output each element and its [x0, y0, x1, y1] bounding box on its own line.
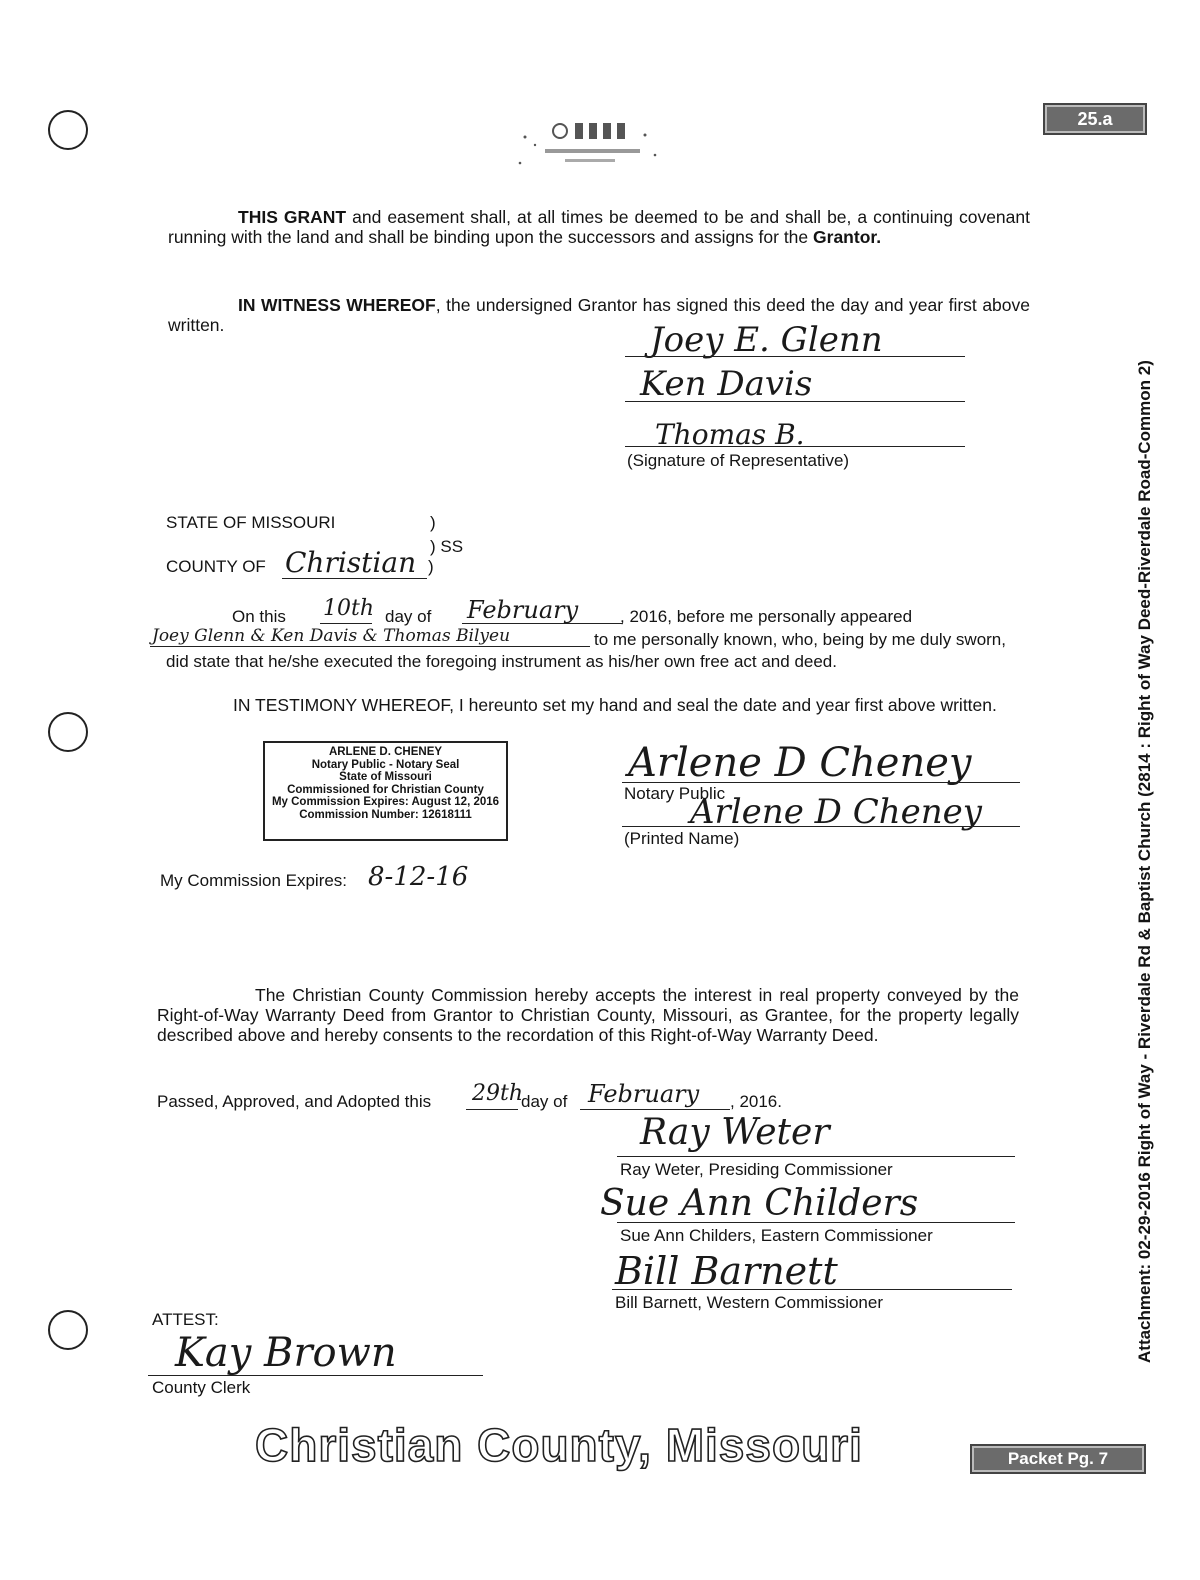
- notary-public-label: Notary Public: [624, 784, 726, 803]
- seal-name: ARLENE D. CHENEY: [328, 746, 443, 758]
- ack-day-handwritten: 10th: [323, 596, 375, 621]
- commissioner-1-signature: Ray Weter: [640, 1112, 830, 1153]
- packet-page-badge: Packet Pg. 7: [970, 1444, 1146, 1474]
- commissioner-3-line: [612, 1289, 1012, 1290]
- commissioner-3-label: Bill Barnett, Western Commissioner: [615, 1293, 883, 1312]
- representative-signature-label: (Signature of Representative): [627, 451, 850, 470]
- attest-label: ATTEST:: [152, 1310, 219, 1329]
- commissioner-1-line: [617, 1156, 1015, 1157]
- commission-expires-value: 8-12-16: [368, 862, 469, 892]
- signature-line-3: [625, 446, 965, 447]
- attachment-side-label: Attachment: 02-29-2016 Right of Way - Riverdale Rd & Baptist Church (2814 : Right of Way Deed-Riverdale Road-Common 2): [1135, 360, 1154, 1363]
- venue-paren-1: ): [430, 513, 436, 532]
- printed-name-label: (Printed Name): [624, 829, 740, 848]
- county-clerk-label: County Clerk: [152, 1378, 251, 1397]
- adopted-day-handwritten: 29th: [472, 1081, 524, 1106]
- commission-expires-label: My Commission Expires:: [160, 871, 348, 890]
- seal-line-5: My Commission Expires: August 12, 2016: [271, 796, 500, 808]
- grant-end: Grantor.: [813, 227, 882, 247]
- notary-seal: [263, 741, 508, 841]
- notary-signature-line: [622, 782, 1020, 783]
- punch-hole-top: [48, 110, 88, 150]
- acceptance-paragraph: The Christian County Commission hereby accepts the interest in real property conveyed by the Right-of-Way Warranty Deed from Grantor to Christian County, Missouri, as Grantee, for the property legally described above and hereby consents to the recordation of this Right-of-Way Warranty Deed.: [157, 985, 1019, 1045]
- adopted-day-underline: [466, 1109, 518, 1110]
- ack-day-of: day of: [385, 607, 432, 626]
- signature-line-2: [625, 401, 965, 402]
- notary-printed-name-handwritten: Arlene D Cheney: [690, 792, 982, 832]
- page-reference-badge: 25.a: [1043, 103, 1147, 135]
- punch-hole-bottom: [48, 1310, 88, 1350]
- ack-day-underline: [320, 623, 372, 624]
- seal-line-4: Commissioned for Christian County: [287, 783, 484, 796]
- grantor-signature-3: Thomas B.: [655, 418, 805, 451]
- commissioner-3-signature: Bill Barnett: [615, 1249, 838, 1293]
- ack-month-handwritten: February: [467, 596, 579, 624]
- testimony-paragraph: IN TESTIMONY WHEREOF, I hereunto set my hand and seal the date and year first above written.: [233, 695, 997, 715]
- grantor-signature-2: Ken Davis: [640, 364, 813, 404]
- adopted-day-of: day of: [521, 1092, 568, 1111]
- footer-title: Christian County, Missouri: [255, 1419, 863, 1471]
- adopted-month-handwritten: February: [588, 1080, 700, 1108]
- grant-lead: THIS GRANT: [238, 207, 347, 227]
- county-underline: [282, 578, 427, 579]
- attest-signature: Kay Brown: [175, 1330, 397, 1376]
- faded-stamp-mark: [505, 115, 680, 180]
- commissioner-2-label: Sue Ann Childers, Eastern Commissioner: [620, 1226, 933, 1245]
- commissioner-1-label: Ray Weter, Presiding Commissioner: [620, 1160, 893, 1179]
- ack-names-handwritten: Joey Glenn & Ken Davis & Thomas Bilyeu: [152, 626, 511, 646]
- punch-hole-middle: [48, 712, 88, 752]
- grant-body: and easement shall, at all times be deemed to be and shall be, a continuing covenant running with the land and shall be binding upon the successors and assigns for the: [168, 207, 1030, 247]
- notary-signature: Arlene D Cheney: [628, 740, 972, 786]
- signature-line-1: [625, 356, 965, 357]
- county-handwritten: Christian: [285, 546, 417, 579]
- venue-ss: ) SS: [430, 537, 464, 556]
- venue-paren-3: ): [428, 557, 434, 576]
- ack-line1-rest: , 2016, before me personally appeared: [620, 607, 913, 626]
- ack-month-underline: [462, 623, 622, 624]
- ack-line2-rest: to me personally known, who, being by me duly sworn,: [594, 630, 1006, 649]
- seal-line-6: Commission Number: 12618111: [299, 808, 472, 821]
- adopted-month-underline: [580, 1109, 730, 1110]
- ack-on-this: On this: [232, 607, 286, 626]
- witness-paragraph: [168, 295, 1030, 335]
- seal-line-2: Notary Public - Notary Seal: [311, 758, 460, 771]
- commissioner-2-line: [617, 1222, 1015, 1223]
- commissioner-2-signature: Sue Ann Childers: [600, 1183, 919, 1224]
- printed-name-line: [622, 826, 1020, 827]
- seal-line-3: State of Missouri: [339, 771, 432, 783]
- adopted-prefix: Passed, Approved, and Adopted this: [157, 1092, 432, 1111]
- attest-line: [148, 1375, 483, 1376]
- witness-body: , the undersigned Grantor has signed this deed the day and year first above written.: [168, 295, 1030, 335]
- adopted-year: , 2016.: [730, 1092, 782, 1111]
- witness-lead: IN WITNESS WHEREOF: [238, 295, 436, 315]
- grantor-signature-1: Joey E. Glenn: [650, 320, 883, 360]
- ack-line3: did state that he/she executed the foregoing instrument as his/her own free act and deed.: [166, 652, 837, 671]
- county-label: COUNTY OF: [166, 557, 266, 576]
- ack-names-underline: [150, 646, 590, 647]
- state-label: STATE OF MISSOURI: [166, 513, 336, 532]
- grant-paragraph: [168, 207, 1030, 247]
